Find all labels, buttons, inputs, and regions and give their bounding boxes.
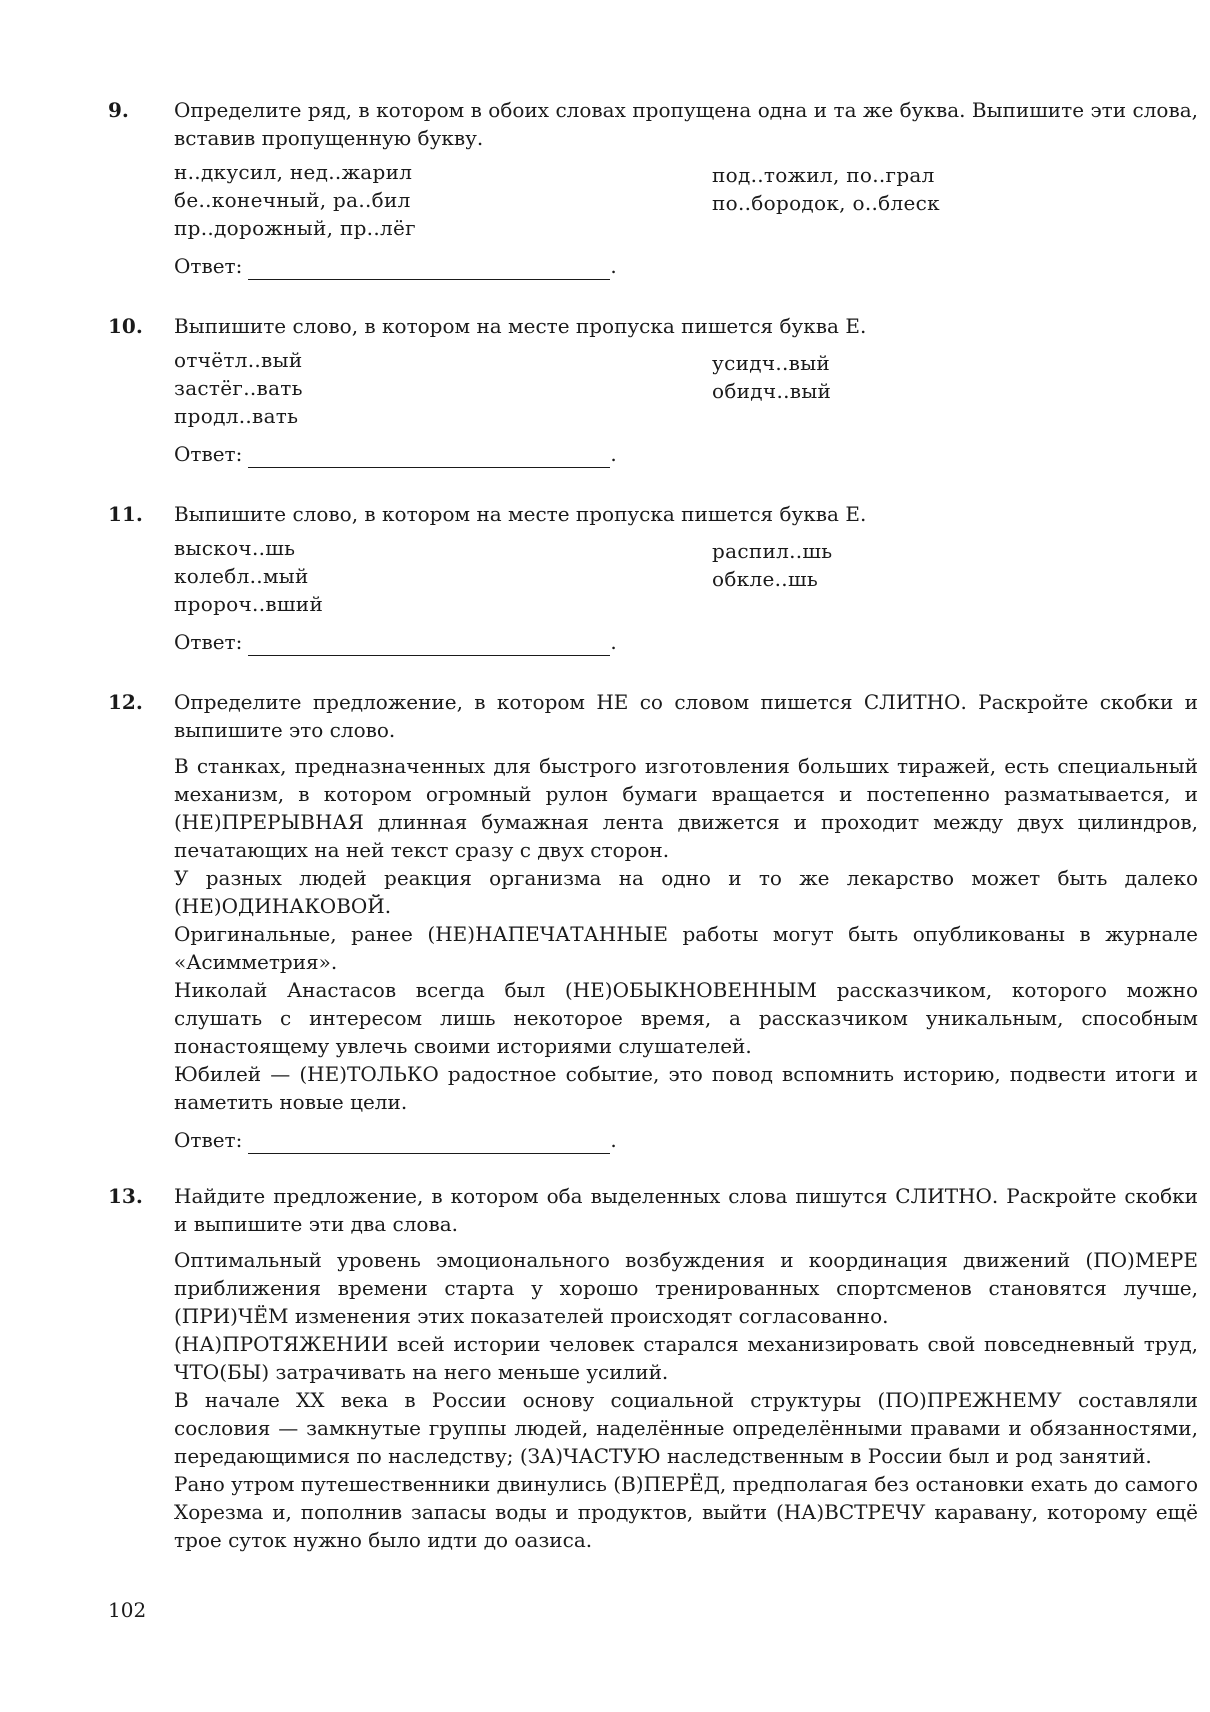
option: отчётл..вый	[174, 348, 303, 372]
task-number: 11.	[108, 502, 143, 526]
option: распил..шь	[712, 539, 833, 563]
options	[174, 534, 1198, 618]
options	[174, 346, 1198, 430]
task-number: 9.	[108, 98, 129, 122]
sentence: Николай Анастасов всегда был (НЕ)ОБЫКНОВЕННЫМ рассказчиком, которого можно слушать с интересом лишь некоторое время, а рассказчиком уникальным, способным понастоящему увлечь своими историями слушателей.	[174, 978, 1198, 1058]
answer-label: Ответ:	[174, 254, 243, 278]
sentence: Юбилей — (НЕ)ТОЛЬКО радостное событие, это повод вспомнить историю, подвести итоги и наметить новые цели.	[174, 1062, 1198, 1114]
task-question: Определите предложение, в котором НЕ со словом пишется СЛИТНО. Раскройте скобки и выпишите это слово.	[174, 690, 1198, 742]
sentence: (НА)ПРОТЯЖЕНИИ всей истории человек старался механизировать свой повседневный труд, ЧТО(БЫ) затрачивать на него меньше усилий.	[174, 1332, 1198, 1384]
option: продл..вать	[174, 404, 299, 428]
options	[174, 158, 1198, 242]
option: по..бородок, о..блеск	[712, 191, 940, 215]
task-number: 12.	[108, 690, 143, 714]
answer-label: Ответ:	[174, 630, 243, 654]
task-question: Определите ряд, в котором в обоих словах пропущена одна и та же буква. Выпишите эти слова, вставив пропущенную букву.	[174, 98, 1198, 150]
task-number: 10.	[108, 314, 143, 338]
option: застёг..вать	[174, 376, 303, 400]
task-10	[108, 312, 1198, 468]
task-question: Выпишите слово, в котором на месте пропуска пишется буква Е.	[174, 314, 867, 338]
answer-line[interactable]	[248, 257, 610, 280]
answer-line[interactable]	[248, 633, 610, 656]
option: выскоч..шь	[174, 536, 296, 560]
answer-row: Ответ: .	[174, 630, 617, 654]
task-9	[108, 96, 1198, 280]
sentence: Рано утром путешественники двинулись (В)ПЕРЁД, предполагая без остановки ехать до самого Хорезма и, пополнив запасы воды и продуктов, выйти (НА)ВСТРЕЧУ каравану, которому ещё трое суток нужно было идти до оазиса.	[174, 1472, 1198, 1552]
answer-label: Ответ:	[174, 442, 243, 466]
option: колебл..мый	[174, 564, 309, 588]
option: под..тожил, по..грал	[712, 163, 935, 187]
sentence: Оптимальный уровень эмоционального возбуждения и координация движений (ПО)МЕРЕ приближения времени старта у хорошо тренированных спортсменов становятся лучше, (ПРИ)ЧЁМ изменения этих показателей происходят согласованно.	[174, 1248, 1198, 1328]
page-number: 102	[108, 1598, 147, 1622]
option: н..дкусил, нед..жарил	[174, 160, 413, 184]
task-13	[108, 1182, 1198, 1554]
answer-row: Ответ: .	[174, 1128, 617, 1152]
answer-line[interactable]	[248, 1131, 610, 1154]
task-question: Найдите предложение, в котором оба выделенных слова пишутся СЛИТНО. Раскройте скобки и выпишите эти два слова.	[174, 1184, 1198, 1236]
sentence: У разных людей реакция организма на одно и то же лекарство может быть далеко (НЕ)ОДИНАКОВОЙ.	[174, 866, 1198, 918]
sentences	[174, 752, 1198, 1116]
answer-row: Ответ: .	[174, 254, 617, 278]
sentence: В станках, предназначенных для быстрого изготовления больших тиражей, есть специальный механизм, в котором огромный рулон бумаги вращается и постепенно разматывается, и (НЕ)ПРЕРЫВНАЯ длинная бумажная лента движется и проходит между двух цилиндров, печатающих на ней текст сразу с двух сторон.	[174, 754, 1198, 862]
sentences	[174, 1246, 1198, 1554]
task-11	[108, 500, 1198, 656]
task-number: 13.	[108, 1184, 143, 1208]
option: обкле..шь	[712, 567, 819, 591]
task-question: Выпишите слово, в котором на месте пропуска пишется буква Е.	[174, 502, 867, 526]
option: бе..конечный, ра..бил	[174, 188, 411, 212]
sentence: Оригинальные, ранее (НЕ)НАПЕЧАТАННЫЕ работы могут быть опубликованы в журнале «Асимметрия».	[174, 922, 1198, 974]
option: усидч..вый	[712, 351, 831, 375]
answer-line[interactable]	[248, 445, 610, 468]
task-12	[108, 688, 1198, 1154]
answer-label: Ответ:	[174, 1128, 243, 1152]
sentence: В начале XX века в России основу социальной структуры (ПО)ПРЕЖНЕМУ составляли сословия — замкнутые группы людей, наделённые определёнными правами и обязанностями, передающимися по наследству; (ЗА)ЧАСТУЮ наследственным в России был и род занятий.	[174, 1388, 1198, 1468]
option: пророч..вший	[174, 592, 324, 616]
answer-row: Ответ: .	[174, 442, 617, 466]
option: обидч..вый	[712, 379, 832, 403]
option: пр..дорожный, пр..лёг	[174, 216, 416, 240]
